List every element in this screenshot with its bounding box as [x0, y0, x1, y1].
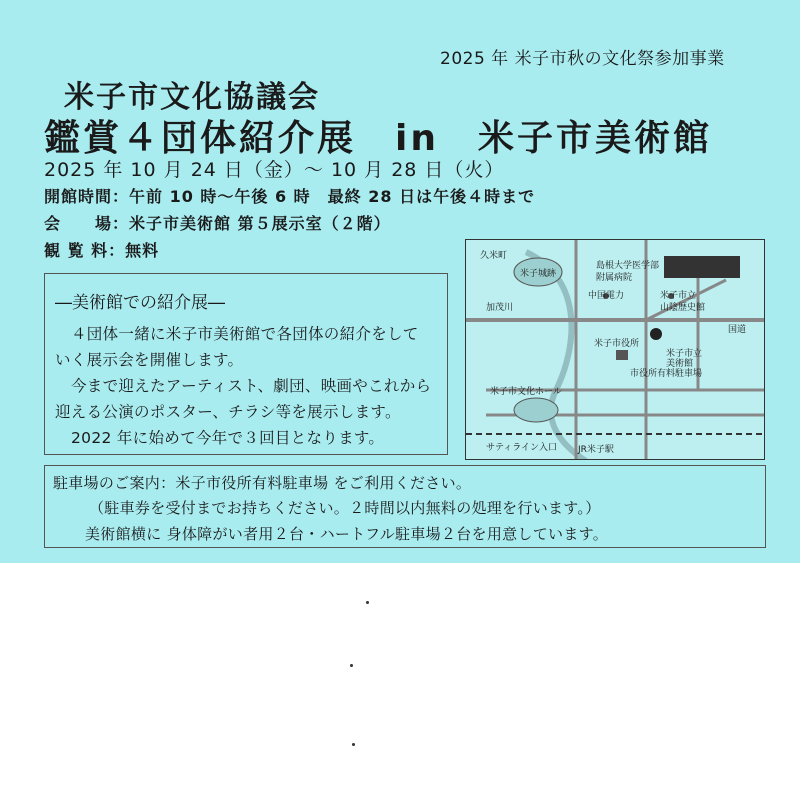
- intro-heading: ―美術館での紹介展―: [55, 293, 225, 313]
- map-label: 加茂川: [486, 303, 514, 313]
- intro-line: いく展示会を開催します。: [55, 351, 244, 369]
- map-label: 山陰歴史館: [660, 303, 706, 313]
- opening-hours: 開館時間：午前 10 時～午後 6 時 最終 28 日は午後４時まで: [44, 187, 536, 206]
- map-label: 米子市立: [666, 349, 703, 359]
- map-label: 附属病院: [596, 273, 633, 283]
- map-label: 米子市文化ホール: [490, 387, 562, 397]
- access-map: [465, 239, 765, 460]
- parking-line: 駐車場のご案内：米子市役所有料駐車場 をご利用ください。: [53, 474, 472, 492]
- scan-speck: [350, 664, 353, 667]
- admission-fee: 観 覧 料：無料: [44, 241, 160, 260]
- map-label: JR米子駅: [578, 445, 614, 455]
- intro-line: ４団体一緒に米子市美術館で各団体の紹介をして: [71, 325, 419, 343]
- parking-line: 美術館横に 身体障がい者用２台・ハートフル駐車場２台を用意しています。: [85, 525, 609, 543]
- map-label: 国道: [728, 325, 747, 335]
- parking-line: （駐車券を受付までお持ちください。２時間以内無料の処理を行います。）: [89, 499, 601, 517]
- parking-info-box: [44, 465, 766, 548]
- intro-box: [44, 273, 448, 455]
- intro-line: 今まで迎えたアーティスト、劇団、映画やこれから: [71, 377, 432, 395]
- exhibition-title: 鑑賞４団体紹介展 in 米子市美術館: [44, 118, 712, 159]
- header-note: 2025 年 米子市秋の文化祭参加事業: [440, 49, 725, 69]
- map-label: 米子市役所: [594, 339, 640, 349]
- map-label: 米子城跡: [520, 269, 557, 279]
- map-label: 米子市立: [660, 291, 697, 301]
- map-label: 中国電力: [588, 291, 625, 301]
- map-label: 島根大学医学部: [596, 261, 660, 271]
- exhibition-dates: 2025 年 10 月 24 日（金）～ 10 月 28 日（火）: [44, 159, 505, 181]
- map-label: 美術館: [666, 359, 694, 369]
- organization-name: 米子市文化協議会: [64, 80, 320, 115]
- map-label: 市役所有料駐車場: [630, 369, 703, 379]
- map-label: 久米町: [480, 251, 508, 261]
- intro-line: 迎える公演のポスター、チラシ等を展示します。: [55, 403, 401, 421]
- venue: 会 場：米子市美術館 第５展示室（２階）: [44, 214, 391, 233]
- scan-speck: [352, 743, 355, 746]
- map-label: サティライン入口: [486, 443, 558, 453]
- scan-speck: [366, 601, 369, 604]
- intro-line: 2022 年に始めて今年で３回目となります。: [71, 429, 385, 447]
